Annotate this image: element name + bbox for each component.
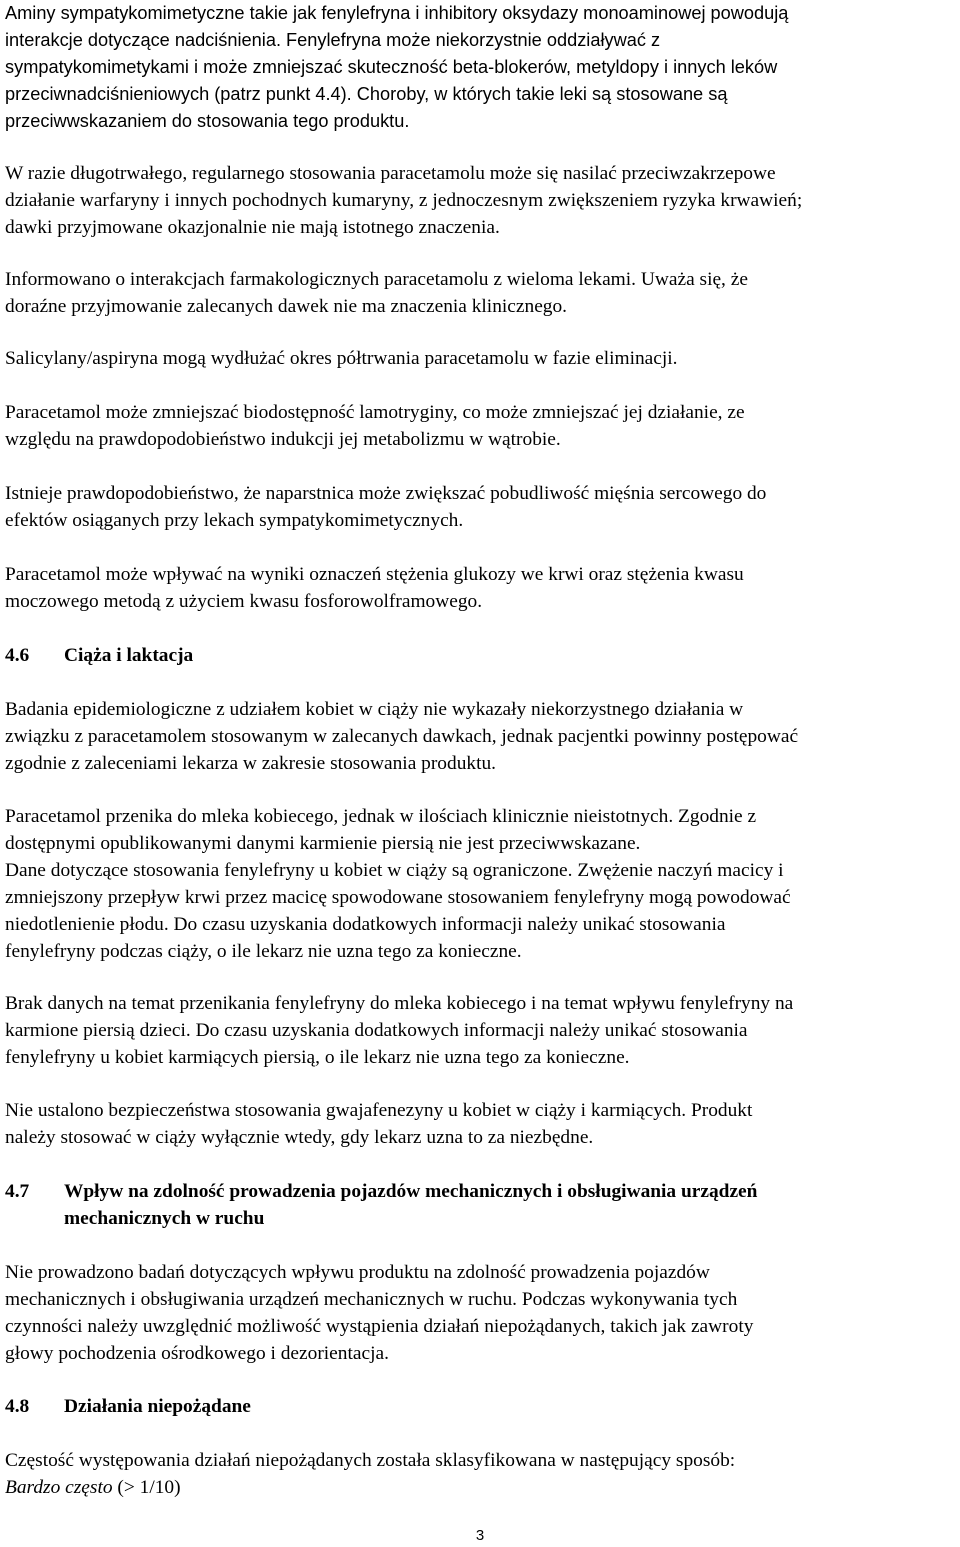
- section-heading-4-8: [5, 1393, 955, 1420]
- frequency-term: Bardzo często: [5, 1477, 113, 1498]
- text-line: Istnieje prawdopodobieństwo, że naparstnica może zwiększać pobudliwość mięśnia sercowego do: [5, 483, 767, 504]
- frequency-range: (> 1/10): [112, 1477, 181, 1498]
- paragraph-pharmacological-interactions: [5, 266, 955, 320]
- text-line: fenylefryny podczas ciąży, o ile lekarz nie uzna tego za konieczne.: [5, 941, 522, 962]
- section-title: Ciąża i laktacja: [64, 645, 194, 666]
- section-number: 4.8: [5, 1396, 30, 1417]
- text-line: Dane dotyczące stosowania fenylefryny u kobiet w ciąży są ograniczone. Zwężenie naczyń macicy i: [5, 860, 784, 881]
- paragraph-warfarin: [5, 160, 955, 241]
- text-line: efektów osiąganych przy lekach sympatykomimetycznych.: [5, 510, 464, 531]
- text-line: niedotlenienie płodu. Do czasu uzyskania dodatkowych informacji należy unikać stosowania: [5, 914, 726, 935]
- text-line: czynności należy uwzględnić możliwość wystąpienia działań niepożądanych, takich jak zawroty: [5, 1316, 754, 1337]
- text-line: moczowego metodą z użyciem kwasu fosforowolframowego.: [5, 591, 483, 612]
- text-line: mechanicznych i obsługiwania urządzeń mechanicznych w ruchu. Podczas wykonywania tych: [5, 1289, 738, 1310]
- text-line: Paracetamol przenika do mleka kobiecego, jednak w ilościach klinicznie nieistotnych. Zgodnie z: [5, 806, 757, 827]
- paragraph-digitalis: [5, 480, 955, 534]
- text-line: karmione piersią dzieci. Do czasu uzyskania dodatkowych informacji należy unikać stosowania: [5, 1020, 748, 1041]
- text-line: działanie warfaryny i innych pochodnych kumaryny, z jednoczesnym zwiększeniem ryzyka krwawień;: [5, 190, 803, 211]
- paragraph-guaifenesin: [5, 1097, 955, 1151]
- text-line: Brak danych na temat przenikania fenylefryny do mleka kobiecego i na temat wpływu fenylefryny na: [5, 993, 794, 1014]
- section-title-continued: mechanicznych w ruchu: [64, 1208, 265, 1229]
- text-line: dostępnymi opublikowanymi danymi karmienie piersią nie jest przeciwwskazane.: [5, 833, 641, 854]
- text-line: fenylefryny u kobiet karmiących piersią, o ile lekarz nie uzna tego za konieczne.: [5, 1047, 630, 1068]
- section-heading-4-7: [5, 1178, 955, 1232]
- section-number: 4.7: [5, 1181, 30, 1202]
- text-line: Informowano o interakcjach farmakologicznych paracetamolu z wieloma lekami. Uważa się, że: [5, 269, 748, 290]
- text-line: należy stosować w ciąży wyłącznie wtedy, gdy lekarz uzna to za niezbędne.: [5, 1127, 594, 1148]
- section-number: 4.6: [5, 645, 30, 666]
- paragraph-pregnancy-studies: [5, 696, 955, 777]
- paragraph-breast-milk-phenylephrine: [5, 803, 955, 965]
- text-line: Badania epidemiologiczne z udziałem kobiet w ciąży nie wykazały niekorzystnego działania w: [5, 699, 744, 720]
- text-line: względu na prawdopodobieństwo indukcji jej metabolizmu w wątrobie.: [5, 429, 561, 450]
- paragraph-salicylates: [5, 345, 955, 372]
- section-title: Działania niepożądane: [64, 1396, 251, 1417]
- text-line: [5, 1474, 955, 1501]
- text-line: głowy pochodzenia ośrodkowego i dezorientacja.: [5, 1343, 389, 1364]
- section-title: Wpływ na zdolność prowadzenia pojazdów mechanicznych i obsługiwania urządzeń: [64, 1181, 758, 1202]
- text-line: Aminy sympatykomimetyczne takie jak fenylefryna i inhibitory oksydazy monoaminowej powodują: [5, 3, 789, 23]
- text-line: przeciwwskazaniem do stosowania tego produktu.: [5, 111, 410, 131]
- paragraph-frequency-classification: [5, 1447, 955, 1501]
- text-line: doraźne przyjmowanie zalecanych dawek nie ma znaczenia klinicznego.: [5, 296, 568, 317]
- text-line: interakcje dotyczące nadciśnienia. Fenylefryna może niekorzystnie oddziaływać z: [5, 30, 661, 50]
- text-line: Salicylany/aspiryna mogą wydłużać okres półtrwania paracetamolu w fazie eliminacji.: [5, 348, 678, 369]
- paragraph-phenylephrine-lactation: [5, 990, 955, 1071]
- paragraph-driving: [5, 1259, 955, 1367]
- text-line: związku z paracetamolem stosowanym w zalecanych dawkach, jednak pacjentki powinny postępować: [5, 726, 799, 747]
- section-heading-4-6: [5, 642, 955, 669]
- paragraph-glucose-tests: [5, 561, 955, 615]
- page-number: 3: [475, 1527, 485, 1544]
- text-line: W razie długotrwałego, regularnego stosowania paracetamolu może się nasilać przeciwzakrzepowe: [5, 163, 776, 184]
- text-line: przeciwnadciśnieniowych (patrz punkt 4.4). Choroby, w których takie leki są stosowane są: [5, 84, 728, 104]
- text-line: Częstość występowania działań niepożądanych została sklasyfikowana w następujący sposób:: [5, 1450, 736, 1471]
- text-line: Paracetamol może zmniejszać biodostępność lamotryginy, co może zmniejszać jej działanie, ze: [5, 402, 745, 423]
- text-line: Nie prowadzono badań dotyczących wpływu produktu na zdolność prowadzenia pojazdów: [5, 1262, 710, 1283]
- text-line: dawki przyjmowane okazjonalnie nie mają istotnego znaczenia.: [5, 217, 500, 238]
- text-line: zmniejszony przepływ krwi przez macicę spowodowane stosowaniem fenylefryny mogą powodować: [5, 887, 791, 908]
- paragraph-interactions-sympathomimetics: [5, 0, 955, 135]
- text-line: sympatykomimetykami i może zmniejszać skuteczność beta-blokerów, metyldopy i innych leków: [5, 57, 778, 77]
- text-line: zgodnie z zaleceniami lekarza w zakresie stosowania produktu.: [5, 753, 497, 774]
- text-line: Nie ustalono bezpieczeństwa stosowania gwajafenezyny u kobiet w ciąży i karmiących. Produkt: [5, 1100, 753, 1121]
- paragraph-lamotrigine: [5, 399, 955, 453]
- text-line: Paracetamol może wpływać na wyniki oznaczeń stężenia glukozy we krwi oraz stężenia kwasu: [5, 564, 744, 585]
